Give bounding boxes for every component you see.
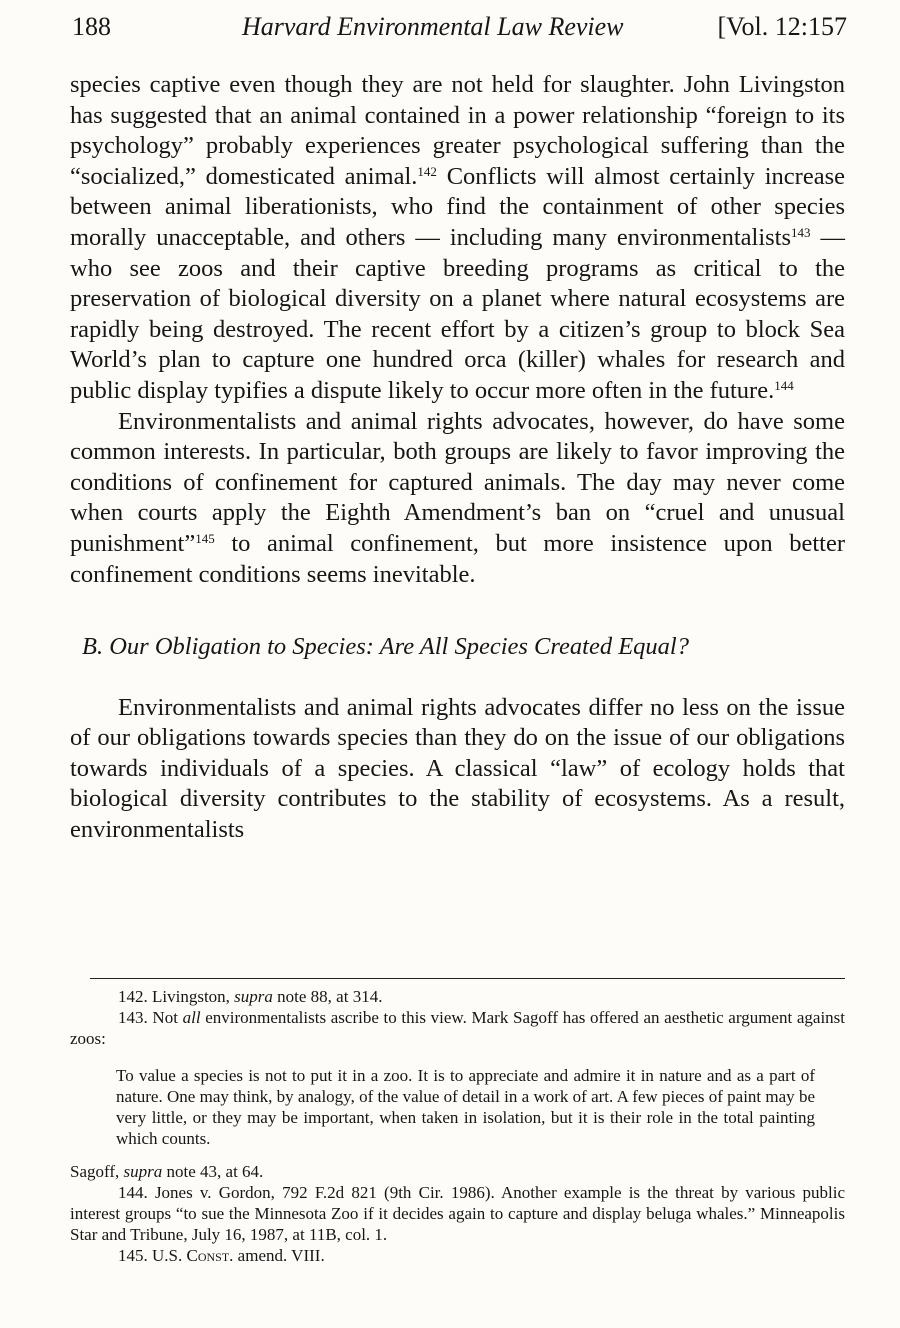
text-run: Jones v. Gordon, 792 F.2d 821 (9th Cir. 1986). Another example is the threat by various public interest groups “to sue the Minnesota Zoo if it decides again to capture and display beluga whales.” Minneapolis Star and Tribune, July 16, 1987, at 11B, col. 1.	[70, 1183, 845, 1244]
footnote-143	[70, 1007, 845, 1049]
text-run: note 43, at 64.	[162, 1162, 264, 1181]
text-run: to animal confinement, but more insistence upon better confinement conditions seems inevitable.	[70, 529, 845, 588]
footnote-145	[70, 1245, 845, 1266]
main-text	[70, 70, 845, 846]
text-run: — who see zoos and their captive breeding programs as critical to the preservation of biological diversity on a planet where natural ecosystems are rapidly being destroyed. The recent effort by a citizen’s group to block Sea World’s plan to capture one hundred orca (killer) whales for research and public display typifies a dispute likely to occur more often in the future.	[70, 223, 846, 404]
page-number: 188	[72, 12, 111, 41]
journal-title: Harvard Environmental Law Review	[242, 12, 624, 41]
text-run: Not	[147, 1008, 183, 1027]
footnote-number: 143.	[118, 1008, 148, 1027]
footnote-ref-142[interactable]: 142	[417, 163, 437, 179]
block-quote: To value a species is not to put it in a zoo. It is to appreciate and admire it in nature and as a part of nature. One may think, by analogy, of the value of detail in a work of art. A few pieces of paint may be very little, or they may be important, when taken in isolation, but it is their role in the total painting which counts.	[116, 1066, 815, 1148]
footnote-ref-144[interactable]: 144	[774, 377, 794, 393]
text-run: note 88, at 314.	[272, 987, 383, 1006]
text-run: Sagoff,	[70, 1162, 124, 1181]
footnotes	[70, 986, 845, 1266]
footnote-number: 145.	[118, 1246, 148, 1265]
text-run: Environmentalists and animal rights advocates, however, do have some common interests. In particular, both groups are likely to favor improving the conditions of confinement for captured animals. The day may never come when courts apply the Eighth Amendment’s ban on “cruel and unusual punishment”	[70, 407, 845, 557]
text-run: Const.	[186, 1246, 234, 1265]
volume-citation: [Vol. 12:157	[717, 12, 847, 41]
text-run: supra	[234, 987, 273, 1006]
paragraph-2	[70, 407, 845, 591]
text-run: species captive even though they are not held for slaughter. John Livingston has suggested that an animal contained in a power relationship “foreign to its psychology” probably experiences greater psychological suffering than the “socialized,” domesticated animal.	[70, 71, 845, 190]
text-run: supra	[123, 1162, 163, 1181]
text-run: all	[182, 1008, 201, 1027]
footnote-number: 144.	[118, 1183, 148, 1202]
text-run: Conflicts will almost certainly increase between animal liberationists, who find the containment of other species morally unacceptable, and others — including many environmentalists	[70, 162, 845, 251]
footnote-142	[70, 986, 845, 1007]
quote-source	[70, 1161, 845, 1182]
footnote-divider	[90, 978, 845, 979]
footnote-number: 142.	[118, 987, 148, 1006]
text-run: U.S.	[147, 1246, 187, 1265]
footnote-ref-143[interactable]: 143	[791, 224, 811, 240]
running-header	[72, 12, 847, 48]
footnote-144	[70, 1182, 845, 1245]
text-run: amend. VIII.	[233, 1246, 325, 1265]
footnote-ref-145[interactable]: 145	[195, 530, 215, 546]
text-run: Livingston,	[147, 987, 235, 1006]
paragraph-1	[70, 70, 845, 407]
section-heading: B. Our Obligation to Species: Are All Species Created Equal?	[82, 633, 689, 661]
text-run: environmentalists ascribe to this view. Mark Sagoff has offered an aesthetic argument against zoos:	[70, 1008, 846, 1048]
paragraph-3: Environmentalists and animal rights advocates differ no less on the issue of our obligations towards species than they do on the issue of our obligations towards individuals of a species. A classical “law” of ecology holds that biological diversity contributes to the stability of ecosystems. As a result, environmentalists	[70, 693, 845, 844]
